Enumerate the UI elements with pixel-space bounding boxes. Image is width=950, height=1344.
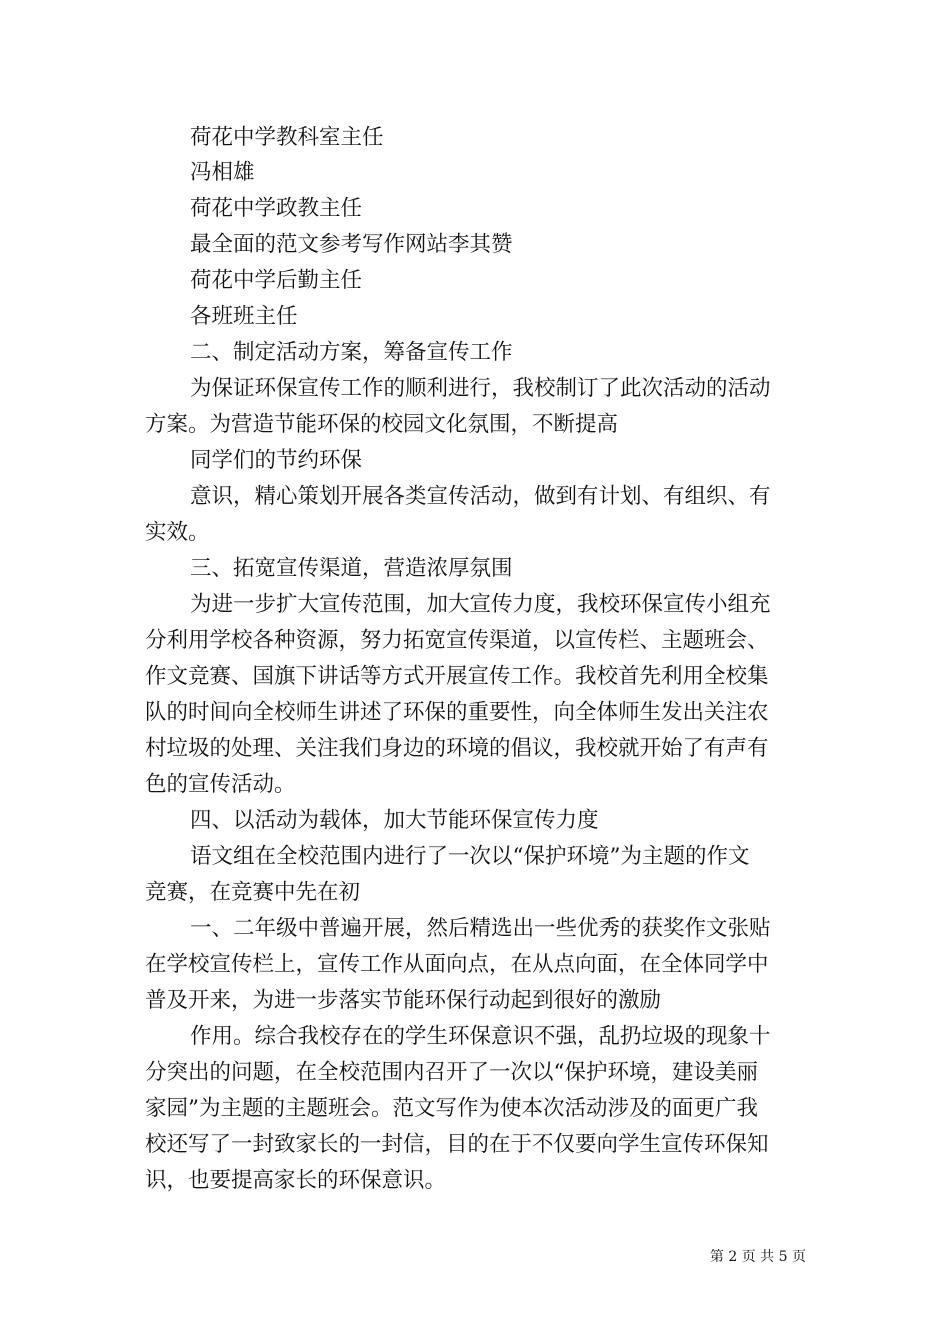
text-line: 语文组在全校范围内进行了一次以“保护环境”为主题的作文 [190, 844, 750, 869]
text-line: 作文竞赛、国旗下讲话等方式开展宣传工作。我校首先利用全校集 [145, 664, 769, 689]
page-number-footer: 第 2 页 共 5 页 [709, 1249, 806, 1265]
text-line: 荷花中学后勤主任 [190, 268, 363, 293]
section-heading: 四、以活动为载体，加大节能环保宣传力度 [190, 808, 599, 833]
text-line: 村垃圾的处理、关注我们身边的环境的倡议，我校就开始了有声有 [145, 736, 769, 761]
text-line: 意识，精心策划开展各类宣传活动，做到有计划、有组织、有 [190, 484, 771, 509]
text-line: 作用。综合我校存在的学生环保意识不强，乱扔垃圾的现象十 [190, 1024, 771, 1049]
text-line: 校还写了一封致家长的一封信，目的在于不仅要向学生宣传环保知 [145, 1132, 769, 1157]
text-line: 普及开来，为进一步落实节能环保行动起到很好的激励 [145, 988, 662, 1013]
text-line: 各班班主任 [190, 304, 298, 329]
text-line: 荷花中学教科室主任 [190, 125, 384, 150]
text-line: 在学校宣传栏上，宣传工作从面向点，在从点向面，在全体同学中 [145, 952, 769, 977]
text-line: 为保证环保宣传工作的顺利进行，我校制订了此次活动的活动 [190, 376, 771, 401]
text-line: 分利用学校各种资源，努力拓宽宣传渠道，以宣传栏、主题班会、 [145, 628, 769, 653]
text-line: 一、二年级中普遍开展，然后精选出一些优秀的获奖作文张贴 [190, 916, 771, 941]
text-line: 荷花中学政教主任 [190, 196, 363, 221]
text-line: 色的宣传活动。 [145, 772, 296, 797]
text-line: 冯相雄 [190, 160, 255, 185]
text-line: 为进一步扩大宣传范围，加大宣传力度，我校环保宣传小组充 [190, 592, 771, 617]
text-line: 队的时间向全校师生讲述了环保的重要性，向全体师生发出关注农 [145, 700, 769, 725]
text-line: 竞赛，在竞赛中先在初 [145, 880, 361, 905]
section-heading: 三、拓宽宣传渠道，营造浓厚氛围 [190, 556, 513, 581]
text-line: 最全面的范文参考写作网站李其赞 [190, 232, 513, 257]
text-line: 识，也要提高家长的环保意识。 [145, 1168, 447, 1193]
text-line: 方案。为营造节能环保的校园文化氛围，不断提高 [145, 412, 619, 437]
text-line: 实效。 [145, 520, 210, 545]
text-line: 同学们的节约环保 [190, 448, 363, 473]
text-line: 家园”为主题的主题班会。范文写作为使本次活动涉及的面更广我 [145, 1096, 758, 1121]
text-line: 分突出的问题，在全校范围内召开了一次以“保护环境，建设美丽 [145, 1060, 758, 1085]
section-heading: 二、制定活动方案，筹备宣传工作 [190, 340, 513, 365]
